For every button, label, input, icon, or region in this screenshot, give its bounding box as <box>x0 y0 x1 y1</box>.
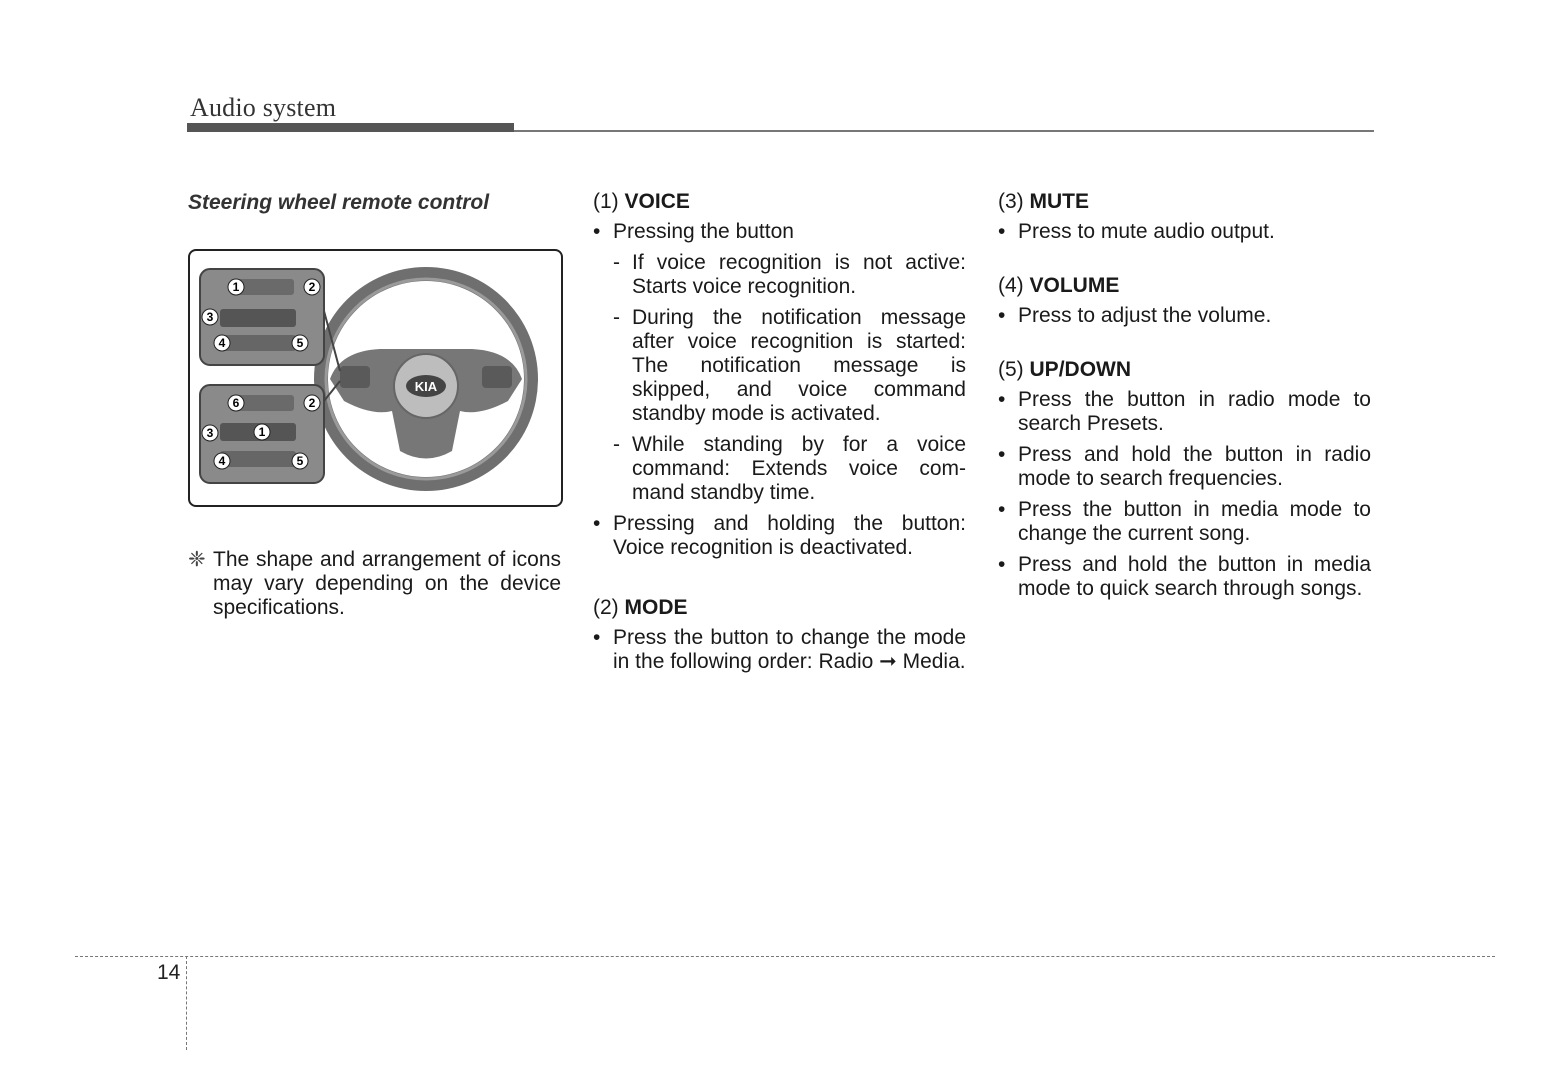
callout-2-bottom: 2 <box>308 396 316 410</box>
list-item: - During the notification message after voice recognition is started: The notification message is skipped, and voice command standby mode is activated. <box>613 306 966 425</box>
spec-note <box>188 548 561 620</box>
callout-4-top: 4 <box>218 336 226 350</box>
list-item: • Pressing the button <box>593 220 794 243</box>
page-section-title: Audio system <box>190 93 337 122</box>
callout-6-bottom: 6 <box>232 396 240 410</box>
page-number: 14 <box>157 961 181 984</box>
column-left <box>188 190 561 620</box>
heading-voice: (1) VOICE <box>593 190 690 213</box>
list-item: • Press and hold the button in media mode to quick search through songs. <box>998 553 1371 600</box>
list-item: • Press to adjust the volume. <box>998 304 1272 327</box>
callout-3-top: 3 <box>206 310 214 324</box>
column-right <box>998 190 1371 601</box>
kia-logo: KIA <box>414 379 438 394</box>
heading-volume: (4) VOLUME <box>998 274 1120 297</box>
header-rule-thick <box>187 123 514 132</box>
footer-vertical-divider <box>186 956 187 1050</box>
steering-wheel-illustration <box>188 249 563 507</box>
heading-updown: (5) UP/DOWN <box>998 358 1132 381</box>
header-rule-thin <box>514 130 1374 132</box>
callout-5-bottom: 5 <box>296 454 304 468</box>
heading-mute: (3) MUTE <box>998 190 1090 213</box>
list-item: • Press the button in media mode to change the current song. <box>998 498 1371 545</box>
callout-2-top: 2 <box>308 280 316 294</box>
callout-4-bottom: 4 <box>218 454 226 468</box>
steering-wheel-icon <box>314 267 538 491</box>
note-symbol-icon: ❈ <box>188 548 206 571</box>
list-item: - If voice recognition is not active: Starts voice recognition. <box>613 251 966 298</box>
column-middle <box>593 190 966 674</box>
note-text: The shape and arrangement of icons may vary depending on the device specifications. <box>213 548 561 619</box>
steering-wheel-drawing <box>190 251 561 505</box>
callout-1-top: 1 <box>232 280 240 294</box>
callout-3-bottom: 3 <box>206 426 214 440</box>
list-item: - While standing by for a voice command: Extends voice com-mand standby time. <box>613 433 966 504</box>
list-item: • Pressing and holding the button: Voice recognition is deactivated. <box>593 512 966 559</box>
list-item: • Press the button to change the mode in the following order: Radio ➞ Media. <box>593 626 966 673</box>
list-item: • Press and hold the button in radio mode to search frequencies. <box>998 443 1371 490</box>
list-item: • Press to mute audio output. <box>998 220 1275 243</box>
figure-caption: Steering wheel remote control <box>188 191 490 214</box>
callout-1-bottom: 1 <box>258 425 266 439</box>
callout-5-top: 5 <box>296 336 304 350</box>
heading-mode: (2) MODE <box>593 596 688 619</box>
list-item: • Press the button in radio mode to search Presets. <box>998 388 1371 435</box>
footer-divider <box>75 956 1495 957</box>
